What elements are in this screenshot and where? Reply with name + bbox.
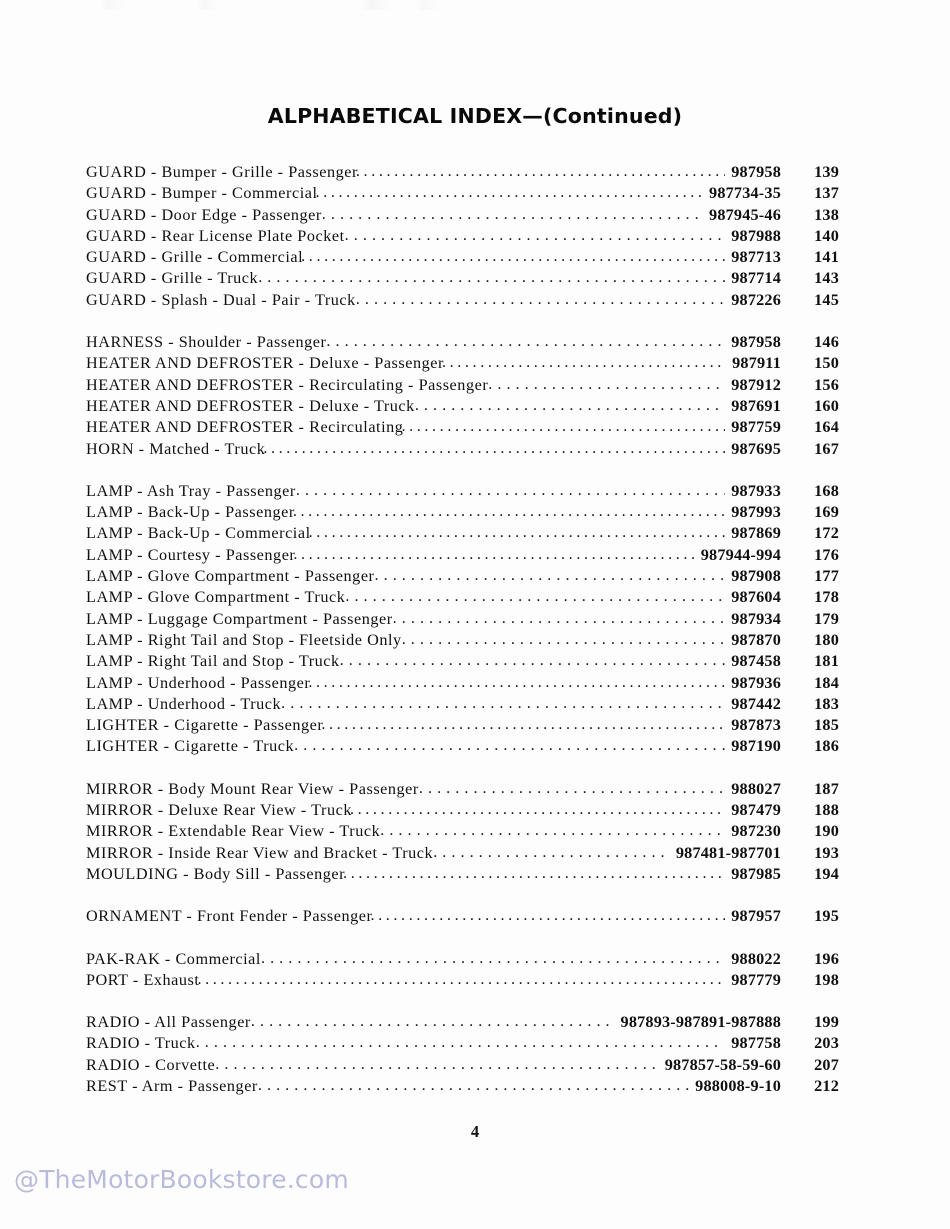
dot-leader [415, 396, 725, 415]
entry-part-number: 987604 [731, 588, 781, 607]
entry-label: HEATER AND DEFROSTER - Deluxe - Truck [86, 396, 415, 415]
entry-page-number: 183 [814, 694, 839, 713]
entry-part-number: 987713 [731, 248, 781, 267]
entry-part-number: 987933 [731, 481, 781, 500]
dot-leader [488, 375, 725, 394]
entry-part-number: 987985 [731, 864, 781, 883]
entry-page-number: 203 [814, 1034, 839, 1053]
entry-page-number: 169 [814, 503, 839, 522]
dot-leader [281, 694, 725, 713]
index-entry[interactable] [86, 631, 839, 652]
entry-part-number: 987479 [731, 801, 781, 820]
dot-leader [251, 1012, 615, 1031]
entry-label: HORN - Matched - Truck [86, 439, 266, 458]
dot-leader [433, 843, 670, 862]
dot-leader [293, 502, 725, 521]
index-entry[interactable] [86, 844, 839, 865]
dot-leader [197, 970, 725, 989]
entry-part-number: 987442 [731, 694, 781, 713]
index-entry[interactable] [86, 482, 839, 503]
entry-page-number: 181 [814, 652, 839, 671]
entry-label: GUARD - Bumper - Commercial [86, 184, 318, 203]
entry-page-number: 177 [814, 567, 839, 586]
entry-page-number: 150 [814, 354, 839, 373]
entry-page-number: 180 [814, 630, 839, 649]
scan-edge-artifact [0, 0, 950, 10]
entry-label: MIRROR - Body Mount Rear View - Passenger [86, 779, 419, 798]
dot-leader [301, 247, 725, 266]
entry-page-number: 212 [814, 1076, 839, 1095]
entry-page-number: 176 [814, 545, 839, 564]
index-entry[interactable] [86, 716, 839, 737]
entry-page-number: 138 [814, 205, 839, 224]
entry-label: LAMP - Courtesy - Passenger [86, 545, 296, 564]
entry-part-number: 987957 [731, 907, 781, 926]
entry-page-number: 168 [814, 481, 839, 500]
dot-leader [294, 736, 725, 755]
index-entry[interactable] [86, 971, 839, 992]
entry-page-number: 143 [814, 269, 839, 288]
index-group-mirror-moulding [86, 780, 839, 886]
dot-leader [402, 630, 726, 649]
entry-page-number: 141 [814, 248, 839, 267]
index-entry[interactable] [86, 397, 839, 418]
dot-leader [419, 779, 725, 798]
entry-part-number: 987873 [731, 716, 781, 735]
dot-leader [215, 1055, 658, 1074]
entry-page-number: 164 [814, 418, 839, 437]
entry-label: GUARD - Rear License Plate Pocket [86, 226, 345, 245]
dot-leader [196, 1033, 726, 1052]
entry-page-number: 160 [814, 396, 839, 415]
index-group-guard [86, 163, 839, 312]
entry-part-number: 987911 [732, 354, 781, 373]
entry-page-number: 186 [814, 737, 839, 756]
index-entry[interactable] [86, 206, 839, 227]
watermark: @TheMotorBookstore.com [14, 1165, 349, 1194]
entry-part-number: 987190 [731, 737, 781, 756]
entry-label: LAMP - Underhood - Passenger [86, 673, 311, 692]
entry-part-number: 987936 [731, 673, 781, 692]
index-entry[interactable] [86, 354, 839, 375]
entry-label: LAMP - Back-Up - Passenger [86, 503, 295, 522]
entry-label: HEATER AND DEFROSTER - Recirculating - Passenger [86, 375, 489, 394]
entry-part-number: 987869 [731, 524, 781, 543]
entry-page-number: 199 [814, 1013, 839, 1032]
dot-leader [401, 417, 725, 436]
entry-part-number: 987958 [731, 333, 781, 352]
entry-label: ORNAMENT - Front Fender - Passenger [86, 907, 373, 926]
index-entry[interactable] [86, 865, 839, 886]
page-title: ALPHABETICAL INDEX—(Continued) [267, 103, 683, 128]
entry-part-number: 987758 [731, 1034, 781, 1053]
index-entry[interactable] [86, 822, 839, 843]
index-entry[interactable] [86, 440, 839, 461]
dot-leader [375, 566, 726, 585]
index-group-harness-heater-horn [86, 333, 839, 461]
entry-part-number: 987714 [731, 269, 781, 288]
entry-label: LAMP - Glove Compartment - Passenger [86, 567, 375, 586]
dot-leader [308, 673, 725, 692]
entry-part-number: 987458 [731, 652, 781, 671]
entry-label: LAMP - Underhood - Truck [86, 694, 282, 713]
index-entry[interactable] [86, 674, 839, 695]
dot-leader [442, 353, 726, 372]
entry-page-number: 195 [814, 907, 839, 926]
index-entry[interactable] [86, 269, 839, 290]
entry-label: REST - Arm - Passenger [86, 1076, 258, 1095]
entry-page-number: 188 [814, 801, 839, 820]
index-entry[interactable] [86, 695, 839, 716]
entry-label: LAMP - Ash Tray - Passenger [86, 481, 296, 500]
index-entry[interactable] [86, 1034, 839, 1055]
entry-page-number: 140 [814, 226, 839, 245]
dot-leader [296, 481, 725, 500]
entry-label: PORT - Exhaust [86, 970, 200, 989]
dot-leader [380, 821, 725, 840]
entry-part-number: 987481-987701 [675, 843, 781, 862]
dot-leader [370, 906, 725, 925]
dot-leader [321, 715, 725, 734]
dot-leader [322, 205, 703, 224]
entry-page-number: 207 [814, 1055, 839, 1074]
entry-part-number: 987779 [731, 970, 781, 989]
index-entry[interactable] [86, 652, 839, 673]
entry-part-number: 987912 [731, 375, 781, 394]
entry-page-number: 179 [814, 609, 839, 628]
entry-label: GUARD - Bumper - Grille - Passenger [86, 163, 358, 181]
entry-part-number: 987944-994 [700, 545, 781, 564]
index-entry[interactable] [86, 737, 839, 758]
entry-label: HARNESS - Shoulder - Passenger [86, 333, 327, 352]
entry-label: GUARD - Door Edge - Passenger [86, 205, 322, 224]
index-group-radio-rest [86, 1013, 839, 1098]
entry-part-number: 987230 [731, 822, 781, 841]
index-entry[interactable] [86, 610, 839, 631]
dot-leader [345, 226, 726, 245]
entry-page-number: 198 [814, 970, 839, 989]
entry-label: RADIO - Corvette [86, 1055, 216, 1074]
index-entry[interactable] [86, 780, 839, 801]
index-entry[interactable] [86, 567, 839, 588]
entry-page-number: 187 [814, 779, 839, 798]
entry-label: PAK-RAK - Commercial [86, 949, 261, 968]
index-entry[interactable] [86, 524, 839, 545]
entry-label: GUARD - Splash - Dual - Pair - Truck [86, 290, 356, 309]
entry-label: HEATER AND DEFROSTER - Deluxe - Passenger [86, 354, 444, 373]
entry-part-number: 987934 [731, 609, 781, 628]
dot-leader [356, 162, 725, 181]
index-entry[interactable] [86, 950, 839, 971]
index-entry[interactable] [86, 248, 839, 269]
dot-leader [340, 651, 726, 670]
entry-label: LAMP - Luggage Compartment - Passenger [86, 609, 393, 628]
index-entry[interactable] [86, 376, 839, 397]
index-entry[interactable] [86, 163, 839, 184]
dot-leader [350, 800, 725, 819]
entry-part-number: 987958 [731, 163, 781, 181]
entry-part-number: 987993 [731, 503, 781, 522]
entry-page-number: 178 [814, 588, 839, 607]
alphabetical-index-list [86, 163, 839, 1098]
dot-leader [356, 290, 725, 309]
dot-leader [258, 268, 725, 287]
entry-part-number: 988027 [731, 779, 781, 798]
index-entry[interactable] [86, 291, 839, 312]
entry-label: RADIO - All Passenger [86, 1013, 251, 1032]
dot-leader [263, 439, 725, 458]
entry-part-number: 987857-58-59-60 [664, 1055, 781, 1074]
entry-label: MIRROR - Extendable Rear View - Truck [86, 822, 381, 841]
index-entry[interactable] [86, 184, 839, 205]
entry-page-number: 172 [814, 524, 839, 543]
entry-part-number: 987893-987891-987888 [620, 1013, 781, 1032]
dot-leader [309, 523, 726, 542]
entry-page-number: 139 [814, 163, 839, 181]
entry-label: LAMP - Back-Up - Commercial [86, 524, 311, 543]
entry-label: MOULDING - Body Sill - Passenger [86, 864, 346, 883]
entry-label: HEATER AND DEFROSTER - Recirculating [86, 418, 404, 437]
dot-leader [345, 587, 725, 606]
entry-label: RADIO - Truck [86, 1034, 196, 1053]
entry-part-number: 987908 [731, 567, 781, 586]
entry-page-number: 190 [814, 822, 839, 841]
entry-label: LIGHTER - Cigarette - Passenger [86, 716, 324, 735]
entry-page-number: 196 [814, 949, 839, 968]
index-entry[interactable] [86, 418, 839, 439]
entry-page-number: 156 [814, 375, 839, 394]
entry-part-number: 987226 [731, 290, 781, 309]
index-group-ornament [86, 907, 839, 928]
entry-page-number: 194 [814, 864, 839, 883]
entry-part-number: 987759 [731, 418, 781, 437]
index-entry[interactable] [86, 227, 839, 248]
index-entry[interactable] [86, 801, 839, 822]
index-entry[interactable] [86, 1013, 839, 1034]
dot-leader [258, 1076, 689, 1095]
entry-part-number: 987945-46 [709, 205, 781, 224]
dot-leader [293, 545, 694, 564]
entry-page-number: 185 [814, 716, 839, 735]
entry-label: LAMP - Right Tail and Stop - Truck [86, 652, 340, 671]
entry-page-number: 146 [814, 333, 839, 352]
dot-leader [393, 609, 726, 628]
entry-label: LAMP - Right Tail and Stop - Fleetside Only [86, 630, 402, 649]
entry-part-number: 987734-35 [709, 184, 781, 203]
entry-label: GUARD - Grille - Commercial [86, 248, 304, 267]
entry-label: LAMP - Glove Compartment - Truck [86, 588, 346, 607]
index-group-pakrak-port [86, 950, 839, 993]
entry-page-number: 193 [814, 843, 839, 862]
entry-page-number: 184 [814, 673, 839, 692]
dot-leader [343, 864, 725, 883]
index-entry[interactable] [86, 1056, 839, 1077]
entry-part-number: 987691 [731, 396, 781, 415]
index-entry[interactable] [86, 333, 839, 354]
entry-part-number: 987695 [731, 439, 781, 458]
index-entry[interactable] [86, 546, 839, 567]
entry-label: MIRROR - Inside Rear View and Bracket - Truck [86, 843, 434, 862]
entry-page-number: 167 [814, 439, 839, 458]
page-folio-number: 4 [470, 1122, 480, 1141]
entry-label: MIRROR - Deluxe Rear View - Truck [86, 801, 352, 820]
entry-page-number: 137 [814, 184, 839, 203]
entry-part-number: 987988 [731, 226, 781, 245]
index-entry[interactable] [86, 907, 839, 928]
entry-label: GUARD - Grille - Truck [86, 269, 259, 288]
index-entry[interactable] [86, 1077, 839, 1098]
dot-leader [261, 949, 725, 968]
index-entry[interactable] [86, 503, 839, 524]
index-entry[interactable] [86, 588, 839, 609]
entry-part-number: 987870 [731, 630, 781, 649]
index-group-lamp-lighter [86, 482, 839, 759]
entry-part-number: 988022 [731, 949, 781, 968]
entry-label: LIGHTER - Cigarette - Truck [86, 737, 295, 756]
entry-page-number: 145 [814, 290, 839, 309]
dot-leader [316, 183, 704, 202]
dot-leader [326, 332, 725, 351]
entry-part-number: 988008-9-10 [695, 1076, 781, 1095]
